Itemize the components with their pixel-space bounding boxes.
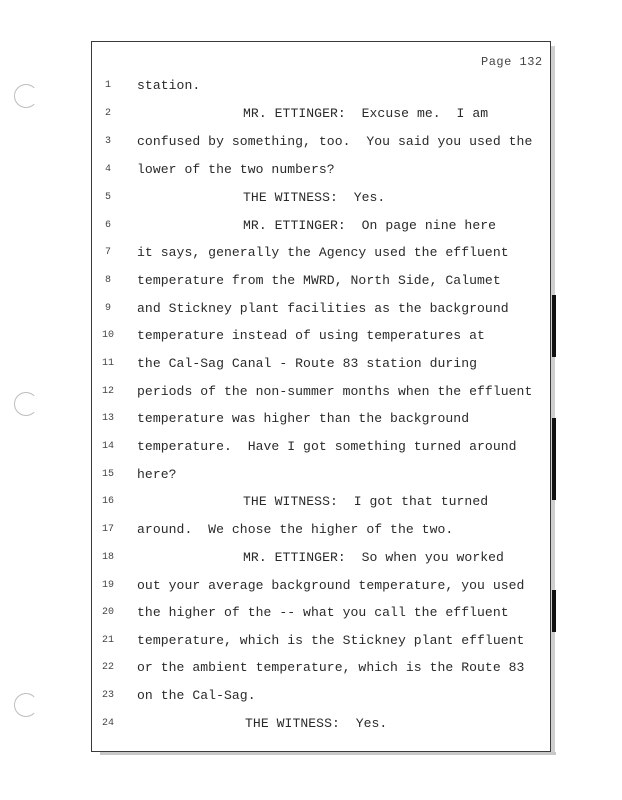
transcript-line [0,190,551,210]
transcript-line [0,550,551,570]
line-number: 1 [104,80,111,91]
line-text: THE WITNESS: Yes. [243,190,386,205]
transcript-line [0,273,551,293]
transcript-line [0,162,551,182]
line-number: 18 [101,552,114,563]
line-number: 13 [101,413,114,424]
line-number: 11 [101,358,114,369]
line-number: 9 [104,303,111,314]
page-shadow-bottom [100,752,556,755]
line-text: it says, generally the Agency used the effluent [137,245,509,260]
margin-mark-2 [552,418,556,500]
line-text: temperature was higher than the background [137,411,470,426]
line-number: 2 [104,108,111,119]
line-text: on the Cal-Sag. [137,688,256,703]
line-text: MR. ETTINGER: Excuse me. I am [243,106,489,121]
line-text: lower of the two numbers? [137,162,335,177]
line-number: 3 [104,136,111,147]
line-number: 12 [101,386,114,397]
transcript-line [0,301,551,321]
transcript-line [0,411,551,431]
line-number: 14 [101,441,114,452]
line-number: 8 [104,275,111,286]
transcript-line [0,384,551,404]
line-text: temperature from the MWRD, North Side, Calumet [137,273,501,288]
line-text: MR. ETTINGER: On page nine here [243,218,497,233]
transcript-line [0,660,551,680]
transcript-line [0,134,551,154]
line-number: 7 [104,247,111,258]
line-number: 4 [104,164,111,175]
line-text: and Stickney plant facilities as the background [137,301,509,316]
line-text: here? [137,467,177,482]
line-number: 19 [101,580,114,591]
line-text: out your average background temperature, you used [137,578,525,593]
transcript-line [0,245,551,265]
transcript-line [0,716,551,736]
line-number: 17 [101,524,114,535]
line-text: temperature. Have I got something turned around [137,439,517,454]
line-text: around. We chose the higher of the two. [137,522,454,537]
line-text: temperature instead of using temperatures at [137,328,485,343]
line-text: temperature, which is the Stickney plant effluent [137,633,525,648]
line-number: 21 [101,635,114,646]
transcript-line [0,356,551,376]
line-number: 10 [101,330,114,341]
transcript-line [0,633,551,653]
line-number: 24 [101,718,114,729]
transcript-line [0,106,551,126]
page-number: Page 132 [481,55,543,69]
margin-mark-1 [552,295,556,357]
line-text: the higher of the -- what you call the effluent [137,605,509,620]
transcript-line [0,578,551,598]
line-number: 15 [101,469,114,480]
line-number: 6 [104,220,111,231]
line-text: or the ambient temperature, which is the Route 83 [137,660,525,675]
transcript-line [0,688,551,708]
transcript-line [0,439,551,459]
line-number: 5 [104,192,111,203]
line-text: MR. ETTINGER: So when you worked [243,550,504,565]
line-text: THE WITNESS: I got that turned [243,494,489,509]
line-number: 22 [101,662,114,673]
margin-mark-3 [552,590,556,632]
line-number: 23 [101,690,114,701]
transcript-line [0,328,551,348]
line-text: confused by something, too. You said you used the [137,134,533,149]
page-shadow-right [551,46,555,755]
transcript-line [0,78,551,98]
line-text: periods of the non-summer months when the effluent [137,384,533,399]
line-text: the Cal-Sag Canal - Route 83 station during [137,356,478,371]
transcript-line [0,605,551,625]
transcript-line [0,494,551,514]
line-number: 16 [101,496,114,507]
transcript-line [0,467,551,487]
transcript-line [0,218,551,238]
line-text: station. [137,78,201,93]
line-text: THE WITNESS: Yes. [245,716,388,731]
line-number: 20 [101,607,114,618]
transcript-line [0,522,551,542]
